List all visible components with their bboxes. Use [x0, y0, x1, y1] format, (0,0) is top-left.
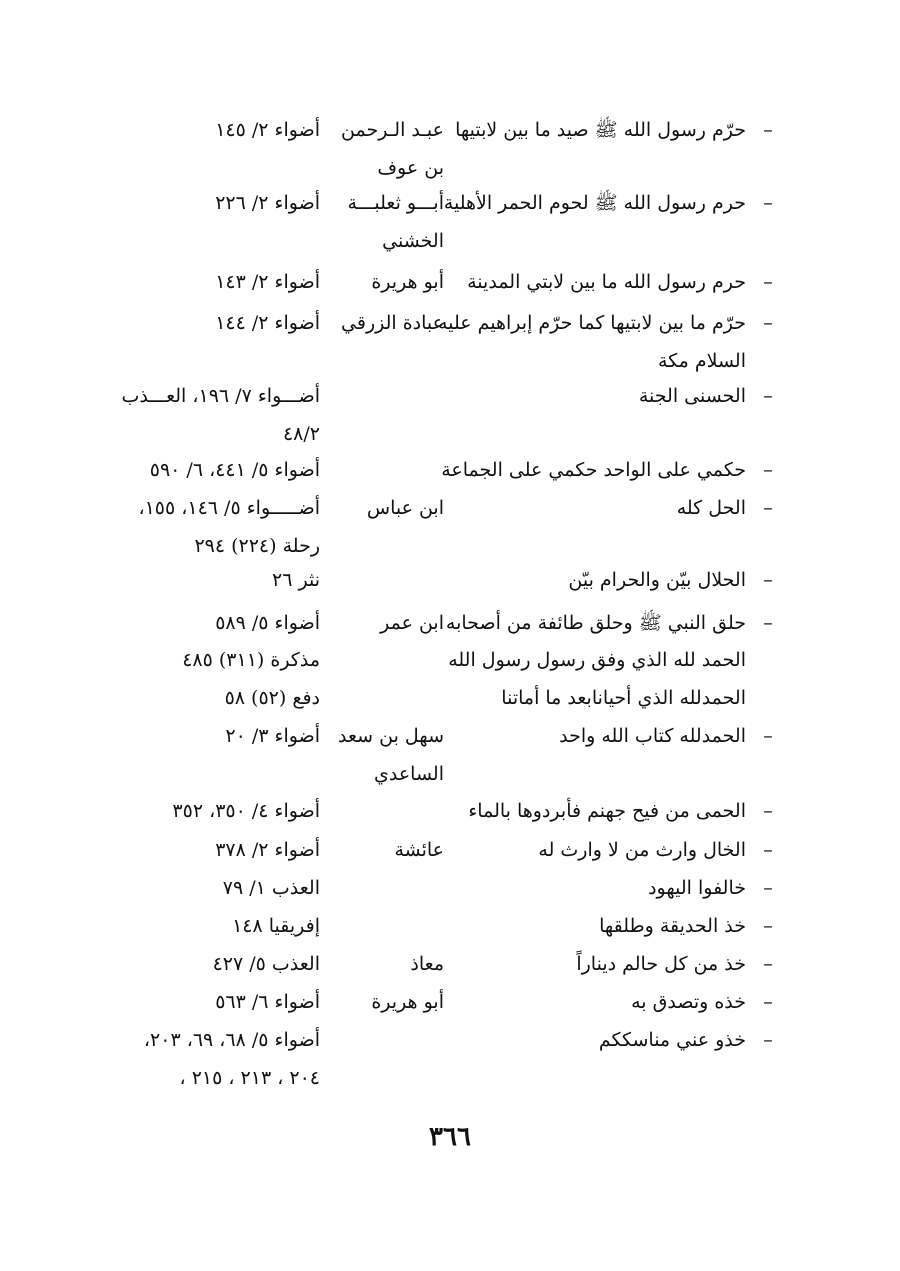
hadith-text: الحمى من فيح جهنم فأبردوها بالماء — [468, 800, 746, 822]
narrator-continuation: بن عوف — [377, 157, 444, 179]
source-reference: أضواء ٢/ ٣٧٨ — [215, 839, 320, 861]
reference-continuation: ٤٨/٢ — [282, 423, 320, 445]
entry-dash: – — [763, 119, 773, 141]
hadith-text: حرم رسول الله ﷺ لحوم الحمر الأهلية — [443, 192, 746, 214]
source-reference: أضواء ٦/ ٥٦٣ — [215, 991, 320, 1013]
entry-dash: – — [763, 497, 773, 519]
narrator: أبو هريرة — [371, 271, 444, 293]
hadith-text: خذو عني مناسككم — [598, 1029, 746, 1051]
entry-dash: – — [763, 192, 773, 214]
entry-dash: – — [763, 877, 773, 899]
hadith-text: الحمد لله الذي وفق رسول رسول الله — [448, 649, 746, 671]
narrator-continuation: الخشني — [382, 230, 444, 252]
hadith-text: الحلال بيّن والحرام بيّن — [568, 569, 746, 591]
hadith-text: الحمدلله كتاب الله واحد — [559, 725, 746, 747]
entry-dash: – — [763, 953, 773, 975]
narrator: أبـــو ثعلبـــة — [347, 192, 444, 214]
source-reference: نثر ٢٦ — [272, 569, 320, 591]
hadith-continuation: السلام مكة — [657, 350, 746, 372]
hadith-text: الخال وارث من لا وارث له — [538, 839, 746, 861]
entry-dash: – — [763, 459, 773, 481]
narrator: ابن عباس — [366, 497, 444, 519]
entry-dash: – — [763, 312, 773, 334]
narrator: أبو هريرة — [371, 991, 444, 1013]
source-reference: أضواء ٢/ ١٤٣ — [215, 271, 320, 293]
hadith-text: الحمدلله الذي أحيانابعد ما أماتنا — [501, 687, 746, 709]
source-reference: دفع (٥٢) ٥٨ — [224, 687, 320, 709]
source-reference: أضواء ٥/ ٥٨٩ — [215, 612, 320, 634]
source-reference: أضواء ٣/ ٢٠ — [225, 725, 320, 747]
entry-dash: – — [763, 915, 773, 937]
narrator: عبادة الزرقي — [341, 312, 444, 334]
hadith-text: خالفوا اليهود — [648, 877, 746, 899]
page-number: ٣٦٦ — [429, 1122, 471, 1152]
narrator: عبـد الـرحمن — [341, 119, 444, 141]
source-reference: أضواء ٢/ ٢٢٦ — [215, 192, 320, 214]
hadith-text: حكمي على الواحد حكمي على الجماعة — [441, 459, 746, 481]
hadith-text: الحسنى الجنة — [638, 385, 746, 407]
source-reference: أضواء ٥/ ٦٨، ٦٩، ٢٠٣، — [143, 1029, 320, 1051]
narrator-continuation: الساعدي — [374, 763, 444, 785]
source-reference: العذب ١/ ٧٩ — [222, 877, 320, 899]
entry-dash: – — [763, 612, 773, 634]
source-reference: إفريقيا ١٤٨ — [232, 915, 320, 937]
source-reference: أضـــــواء ٥/ ١٤٦، ١٥٥، — [138, 497, 320, 519]
source-reference: أضواء ٢/ ١٤٤ — [215, 312, 320, 334]
entry-dash: – — [763, 569, 773, 591]
source-reference: العذب ٥/ ٤٢٧ — [212, 953, 320, 975]
hadith-text: حرم رسول الله ما بين لابتي المدينة — [467, 271, 746, 293]
entry-dash: – — [763, 725, 773, 747]
hadith-text: حرّم ما بين لابتيها كما حرّم إبراهيم عليه — [438, 312, 746, 334]
entry-dash: – — [763, 800, 773, 822]
reference-continuation: رحلة (٢٢٤) ٢٩٤ — [194, 535, 320, 557]
source-reference: أضواء ٤/ ٣٥٠، ٣٥٢ — [172, 800, 320, 822]
hadith-text: خذه وتصدق به — [631, 991, 746, 1013]
source-reference: مذكرة (٣١١) ٤٨٥ — [182, 649, 320, 671]
narrator: سهل بن سعد — [338, 725, 444, 747]
source-reference: أضواء ٥/ ٤٤١، ٦/ ٥٩٠ — [149, 459, 320, 481]
hadith-text: حلق النبي ﷺ وحلق طائفة من أصحابه — [445, 612, 746, 634]
entry-dash: – — [763, 991, 773, 1013]
hadith-text: خذ الحديقة وطلقها — [599, 915, 746, 937]
entry-dash: – — [763, 385, 773, 407]
narrator: ابن عمر — [380, 612, 444, 634]
hadith-text: الحل كله — [676, 497, 746, 519]
narrator: معاذ — [410, 953, 444, 975]
narrator: عائشة — [394, 839, 444, 861]
reference-continuation: ٢٠٤ ، ٢١٣ ، ٢١٥ ، — [179, 1067, 320, 1089]
entry-dash: – — [763, 839, 773, 861]
source-reference: أضواء ٢/ ١٤٥ — [215, 119, 320, 141]
source-reference: أضـــواء ٧/ ١٩٦، العـــذب — [121, 385, 320, 407]
hadith-text: حرّم رسول الله ﷺ صيد ما بين لابتيها — [455, 119, 746, 141]
hadith-text: خذ من كل حالم ديناراً — [576, 953, 746, 975]
entry-dash: – — [763, 1029, 773, 1051]
entry-dash: – — [763, 271, 773, 293]
